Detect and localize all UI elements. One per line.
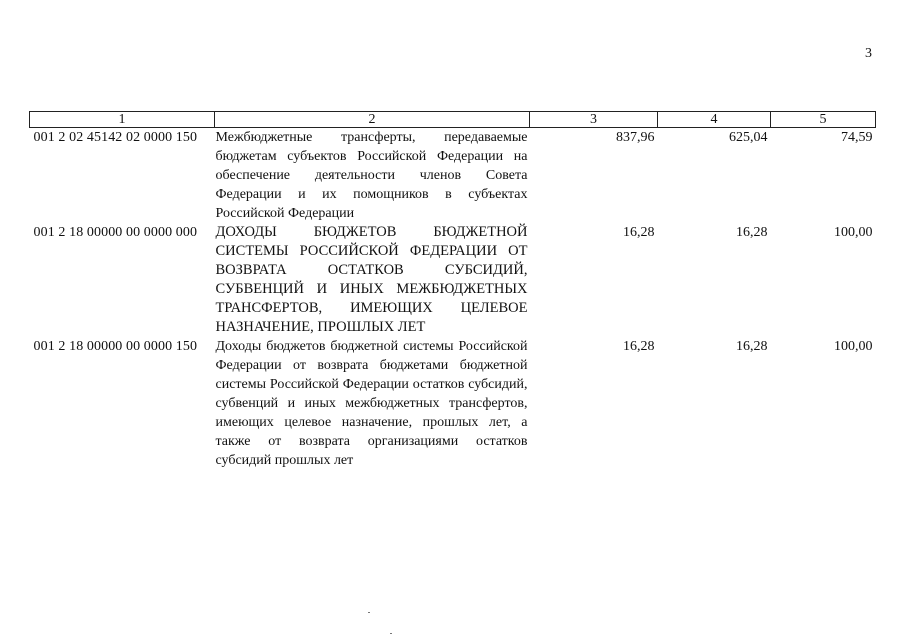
row-name: ДОХОДЫ БЮДЖЕТОВ БЮДЖЕТНОЙ СИСТЕМЫ РОССИЙСКОЙ ФЕДЕРАЦИИ ОТ ВОЗВРАТА ОСТАТКОВ СУБСИДИЙ, СУБВЕНЦИЙ И ИНЫХ МЕЖБЮДЖЕТНЫХ ТРАНСФЕРТОВ, ИМЕЮЩИХ ЦЕЛЕВОЕ НАЗНАЧЕНИЕ, ПРОШЛЫХ ЛЕТ — [215, 224, 528, 335]
row-name: Межбюджетные трансферты, передаваемые бюджетам субъектов Российской Федерации на обеспечение деятельности членов Совета Федерации и их помощников в субъектах Российской Федерации — [215, 130, 528, 221]
row-code: 001 2 18 00000 00 0000 150 — [33, 339, 198, 354]
row-value-col3: 16,28 — [623, 225, 655, 240]
row-value-col4: 16,28 — [736, 225, 768, 240]
row-code: 001 2 02 45142 02 0000 150 — [33, 130, 198, 145]
header-row — [30, 112, 876, 128]
header-col-2: 2 — [215, 112, 530, 128]
table-row — [30, 223, 876, 337]
row-value-col4: 16,28 — [736, 339, 768, 354]
table-row — [30, 128, 876, 224]
table-row — [30, 337, 876, 470]
row-name: Доходы бюджетов бюджетной системы Российской Федерации от возврата бюджетами бюджетной системы Российской Федерации остатков субсидий, субвенций и иных межбюджетных трансфертов, имеющих целевое назначение, прошлых лет, а также от возврата организациями остатков субсидий прошлых лет — [215, 339, 528, 468]
page-number: 3 — [865, 46, 872, 61]
row-value-col4: 625,04 — [729, 130, 768, 145]
scan-speck — [368, 612, 370, 613]
table-body — [30, 128, 876, 471]
table-header — [30, 112, 876, 128]
header-col-1: 1 — [30, 112, 215, 128]
scan-speck — [390, 633, 392, 634]
row-value-col3: 837,96 — [616, 130, 655, 145]
header-col-5: 5 — [771, 112, 876, 128]
row-code: 001 2 18 00000 00 0000 000 — [33, 225, 198, 240]
header-col-3: 3 — [530, 112, 658, 128]
header-col-4: 4 — [658, 112, 771, 128]
row-value-col3: 16,28 — [623, 339, 655, 354]
row-value-col5: 100,00 — [834, 225, 873, 240]
row-value-col5: 74,59 — [841, 130, 873, 145]
row-value-col5: 100,00 — [834, 339, 873, 354]
budget-table — [29, 111, 876, 470]
